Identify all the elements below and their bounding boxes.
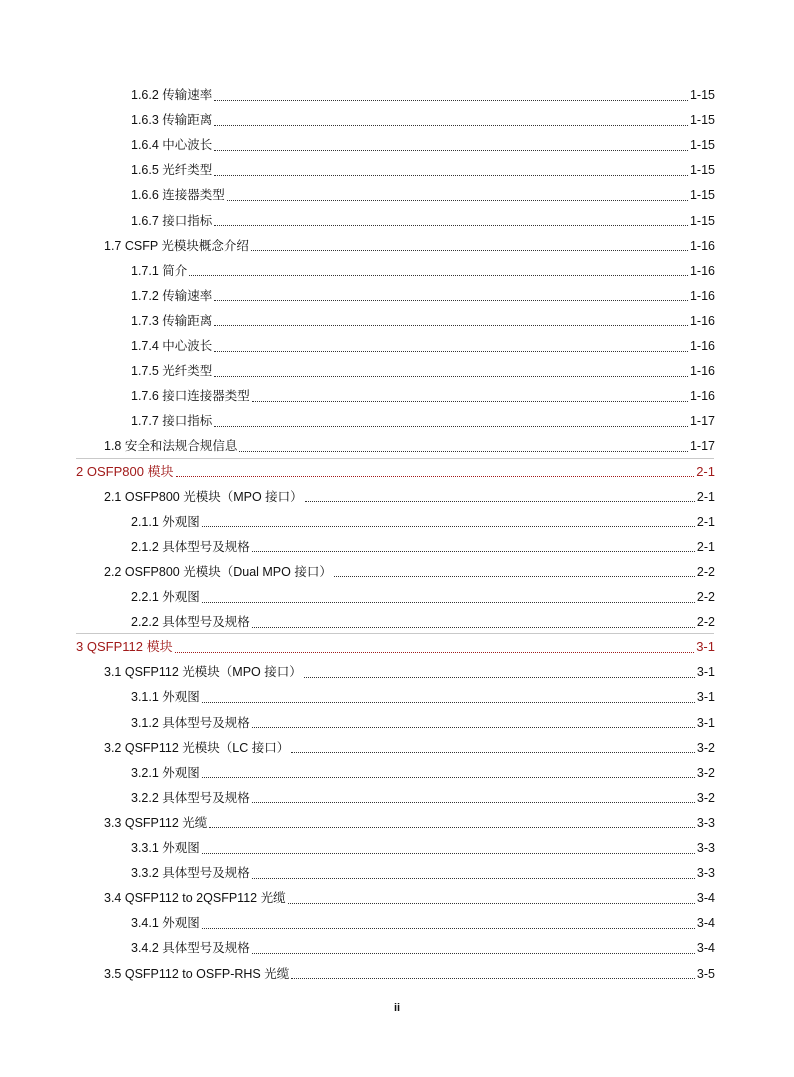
toc-dot-leader [214,366,688,377]
toc-entry[interactable] [131,213,715,229]
toc-entry-page: 1-15 [689,163,715,178]
toc-entry-label: 3.3 QSFP112 光缆 [104,815,208,830]
toc-dot-leader [251,240,688,251]
toc-dot-leader [227,190,688,201]
toc-entry-label: 2.2.1 外观图 [131,590,200,604]
toc-entry-label: 2.2 OSFP800 光模块（Dual MPO 接口） [104,564,332,579]
toc-dot-leader [202,918,695,929]
toc-entry-label: 3.2 QSFP112 光模块（LC 接口） [104,740,290,755]
toc-entry-label: 3.1.2 具体型号及规格 [131,715,250,730]
toc-entry[interactable] [104,564,715,580]
toc-dot-leader [305,491,695,502]
toc-entry-label: 3.5 QSFP112 to OSFP-RHS 光缆 [104,966,290,981]
toc-entry-page: 3-4 [696,941,715,956]
toc-entry-page: 2-1 [696,539,715,554]
toc-entry[interactable] [104,489,715,505]
toc-entry-page: 1-16 [689,364,715,379]
toc-entry-label: 1.6.4 中心波长 [131,138,213,153]
toc-entry[interactable] [131,765,715,781]
toc-entry-page: 3-2 [696,790,715,805]
toc-entry-page: 1-16 [689,288,715,303]
toc-dot-leader [214,90,688,101]
toc-dot-leader [214,140,688,151]
toc-entry-page: 3-4 [696,916,715,931]
toc-entry[interactable] [131,413,715,429]
toc-entry-page: 1-16 [689,389,715,404]
toc-entry-label: 1.7.5 光纤类型 [131,364,213,379]
toc-entry[interactable] [131,137,715,153]
toc-entry-page: 1-17 [689,439,715,454]
toc-entry-label: 2.2.2 具体型号及规格 [131,615,250,630]
toc-dot-leader [209,817,695,828]
toc-entry-label: 2.1.1 外观图 [131,514,200,529]
toc-entry-label: 1.6.5 光纤类型 [131,163,213,178]
toc-dot-leader [252,717,695,728]
toc-entry-label: 1.7.6 接口连接器类型 [131,389,250,404]
toc-entry[interactable] [131,589,715,605]
toc-dot-leader [288,893,695,904]
toc-entry-label: 3.1 QSFP112 光模块（MPO 接口） [104,665,302,680]
toc-entry[interactable] [131,112,715,128]
toc-entry-page: 1-15 [689,113,715,128]
toc-entry-label: 1.6.6 连接器类型 [131,188,225,203]
toc-entry-label: 1.8 安全和法规合规信息 [104,439,238,454]
toc-dot-leader [202,516,695,527]
toc-dot-leader [214,341,688,352]
toc-entry-page: 3-1 [696,639,715,655]
toc-entry-label: 3.1.1 外观图 [131,690,200,705]
toc-entry-page: 3-5 [696,966,715,981]
toc-entry-label: 1.7.4 中心波长 [131,339,213,353]
toc-entry-label: 3.2.1 外观图 [131,765,200,780]
toc-entry-page: 2-2 [696,615,715,630]
toc-entry[interactable] [131,263,715,279]
toc-entry-label: 3.4 QSFP112 to 2QSFP112 光缆 [104,891,286,906]
toc-entry-label: 3.2.2 具体型号及规格 [131,790,250,805]
toc-dot-leader [189,265,688,276]
toc-entry[interactable] [104,238,715,254]
toc-entry-label: 3.3.2 具体型号及规格 [131,866,250,881]
toc-dot-leader [214,215,688,226]
toc-entry-label: 1.6.3 传输距离 [131,113,213,128]
toc-entry-page: 3-1 [696,665,715,680]
toc-entry-page: 3-2 [696,740,715,755]
toc-dot-leader [202,692,695,703]
toc-entry[interactable] [104,740,715,756]
toc-entry-label: 2.1 OSFP800 光模块（MPO 接口） [104,489,303,504]
toc-dot-leader [214,165,688,176]
toc-dot-leader [214,315,688,326]
toc-dot-leader [202,767,695,778]
toc-entry[interactable] [131,514,715,530]
toc-entry[interactable] [131,539,715,555]
toc-entry-page: 2-1 [696,489,715,504]
toc-dot-leader [175,642,695,653]
toc-entry-label: 1.7.3 传输距离 [131,313,213,328]
toc-dot-leader [252,541,695,552]
toc-entry[interactable] [104,966,715,982]
toc-entry-label: 1.6.2 传输速率 [131,88,213,102]
toc-entry[interactable] [104,815,715,831]
toc-entry-page: 3-1 [696,715,715,730]
toc-entry-page: 3-3 [696,866,715,881]
toc-entry-label: 3.3.1 外观图 [131,841,200,855]
toc-entry-page: 2-2 [696,590,715,604]
toc-entry-label: 2 OSFP800 模块 [76,463,174,479]
toc-dot-leader [202,592,695,603]
toc-entry-page: 2-2 [696,564,715,579]
toc-dot-leader [214,290,688,301]
toc-dot-leader [176,466,695,477]
toc-dot-leader [252,792,695,803]
toc-entry-label: 3 QSFP112 模块 [76,639,173,655]
toc-entry[interactable] [131,87,715,103]
toc-entry-page: 1-15 [689,88,715,102]
toc-entry-page: 1-16 [689,263,715,278]
toc-entry[interactable] [131,388,715,404]
toc-entry[interactable] [131,840,715,856]
toc-entry[interactable] [131,915,715,931]
toc-entry[interactable] [104,438,715,454]
toc-entry-page: 1-15 [689,188,715,203]
toc-entry-page: 1-16 [689,238,715,253]
chapter-divider [76,633,714,634]
toc-entry-label: 1.7.1 简介 [131,263,188,278]
toc-dot-leader [334,566,695,577]
toc-entry[interactable] [131,313,715,329]
toc-entry-label: 2.1.2 具体型号及规格 [131,539,250,554]
toc-entry-page: 3-3 [696,815,715,830]
toc-entry-page: 3-3 [696,841,715,855]
toc-entry[interactable] [131,865,715,881]
toc-dot-leader [252,868,695,879]
toc-entry-page: 3-2 [696,765,715,780]
toc-entry-page: 2-1 [696,514,715,529]
toc-dot-leader [202,843,695,854]
toc-entry-label: 1.6.7 接口指标 [131,213,213,228]
toc-dot-leader [252,943,695,954]
toc-entry[interactable] [131,187,715,203]
toc-entry-label: 1.7.2 传输速率 [131,288,213,303]
toc-dot-leader [214,416,688,427]
toc-entry-page: 1-16 [689,339,715,353]
toc-entry-page: 1-17 [689,414,715,429]
toc-entry-label: 3.4.1 外观图 [131,916,200,931]
toc-entry[interactable] [131,288,715,304]
toc-entry[interactable] [131,940,715,956]
toc-chapter-entry[interactable] [76,639,715,655]
toc-entry-page: 3-1 [696,690,715,705]
toc-entry-label: 1.7 CSFP 光模块概念介绍 [104,238,249,253]
toc-entry-page: 1-16 [689,313,715,328]
toc-dot-leader [304,667,695,678]
toc-entry-page: 1-15 [689,213,715,228]
toc-entry-page: 1-15 [689,138,715,153]
toc-dot-leader [239,441,688,452]
toc-entry[interactable] [131,790,715,806]
toc-entry[interactable] [104,890,715,906]
toc-dot-leader [252,617,695,628]
toc-entry[interactable] [131,689,715,705]
toc-entry-page: 3-4 [696,891,715,906]
chapter-divider [76,458,714,459]
toc-entry[interactable] [131,715,715,731]
toc-entry[interactable] [131,162,715,178]
toc-entry[interactable] [131,614,715,630]
toc-entry[interactable] [104,664,715,680]
toc-entry-label: 3.4.2 具体型号及规格 [131,941,250,956]
toc-entry-page: 2-1 [696,463,715,479]
toc-entry[interactable] [131,363,715,379]
toc-entry[interactable] [131,338,715,354]
toc-entry-label: 1.7.7 接口指标 [131,414,213,429]
toc-dot-leader [291,742,695,753]
toc-chapter-entry[interactable] [76,464,715,480]
page-number: ii [393,1002,401,1014]
toc-dot-leader [291,968,695,979]
toc-dot-leader [214,115,688,126]
toc-dot-leader [252,391,688,402]
